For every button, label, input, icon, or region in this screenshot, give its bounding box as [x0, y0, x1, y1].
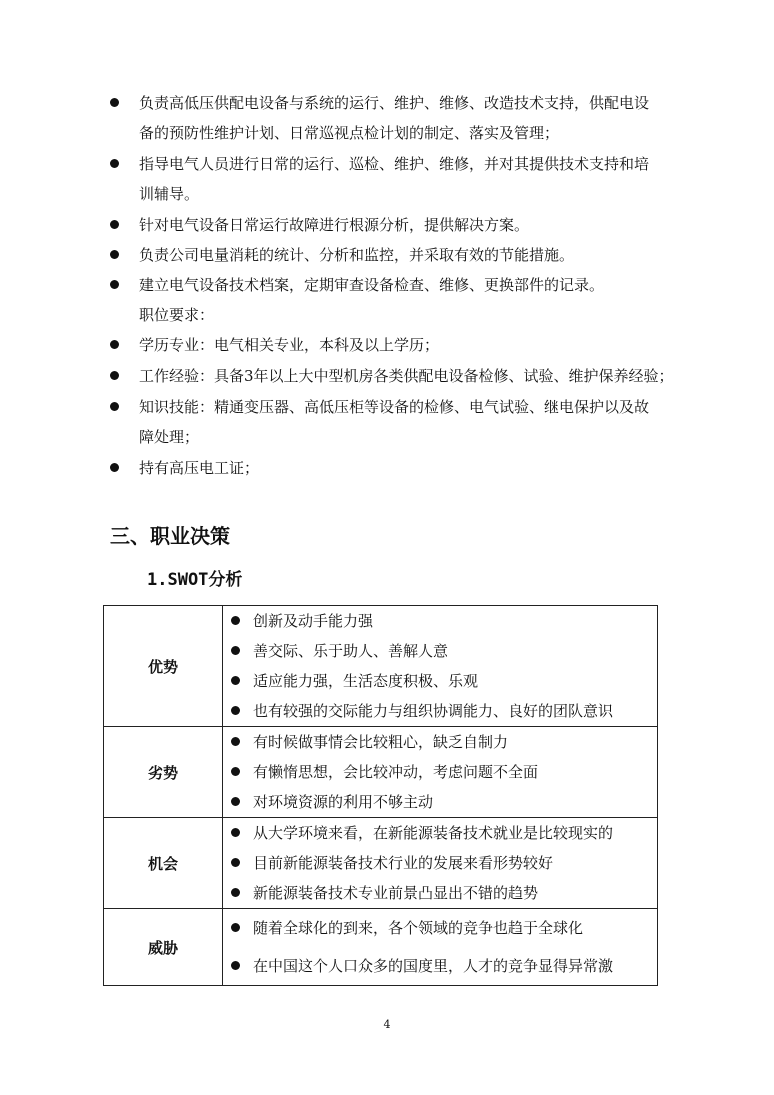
- swot-label: 劣势: [104, 727, 223, 818]
- list-item-line: 负责公司电量消耗的统计、分析和监控，并采取有效的节能措施。: [139, 246, 575, 264]
- table-row: [104, 818, 658, 909]
- requirements-label: 职位要求：: [139, 306, 215, 324]
- bullet-icon: [110, 280, 119, 289]
- swot-item-text: 有时候做事情会比较粗心，缺乏自制力: [253, 733, 509, 751]
- table-row: [104, 606, 658, 727]
- swot-label: 威胁: [104, 909, 223, 986]
- list-item-line: 学历专业：电气相关专业，本科及以上学历；: [139, 336, 440, 354]
- list-item: [110, 149, 710, 209]
- bullet-icon: [110, 371, 119, 380]
- bullet-icon: [231, 961, 240, 970]
- swot-items: [223, 909, 658, 986]
- list-item: [223, 909, 657, 947]
- list-item-line: 备的预防性维护计划、日常巡视点检计划的制定、落实及管理；: [139, 124, 560, 142]
- swot-item-text: 创新及动手能力强: [253, 612, 374, 630]
- bullet-icon: [231, 616, 240, 625]
- swot-items: [223, 818, 658, 909]
- list-item: [110, 392, 710, 452]
- list-item: [223, 606, 657, 636]
- list-item: [110, 330, 710, 360]
- section-heading: 三、职业决策: [110, 524, 230, 548]
- table-row: [104, 727, 658, 818]
- list-item-line: 持有高压电工证；: [139, 459, 260, 477]
- swot-item-text: 有懒惰思想，会比较冲动，考虑问题不全面: [253, 763, 539, 781]
- bullet-icon: [110, 159, 119, 168]
- swot-item-text: 随着全球化的到来，各个领域的竞争也趋于全球化: [253, 919, 584, 937]
- list-item-line: 障处理；: [139, 428, 200, 446]
- list-item: [223, 848, 657, 878]
- bullet-icon: [110, 250, 119, 259]
- list-item: [223, 818, 657, 848]
- bullet-icon: [110, 220, 119, 229]
- list-item: [110, 453, 710, 483]
- swot-label: 机会: [104, 818, 223, 909]
- list-item: [223, 636, 657, 666]
- bullet-icon: [231, 858, 240, 867]
- swot-label: 优势: [104, 606, 223, 727]
- list-item-line: 针对电气设备日常运行故障进行根源分析，提供解决方案。: [139, 216, 530, 234]
- list-item: [110, 240, 710, 270]
- bullet-icon: [110, 463, 119, 472]
- list-item: [223, 878, 657, 908]
- swot-item-text: 在中国这个人口众多的国度里，人才的竞争显得异常激: [253, 957, 614, 975]
- list-item: [223, 666, 657, 696]
- bullet-icon: [231, 767, 240, 776]
- swot-item-text: 适应能力强，生活态度积极、乐观: [253, 672, 479, 690]
- bullet-icon: [231, 737, 240, 746]
- table-row: [104, 909, 658, 986]
- list-item: [110, 210, 710, 240]
- bullet-icon: [231, 797, 240, 806]
- list-item: [110, 361, 710, 391]
- list-item-line: 训辅导。: [139, 185, 200, 203]
- swot-item-text: 目前新能源装备技术行业的发展来看形势较好: [253, 854, 554, 872]
- list-item-line: 知识技能：精通变压器、高低压柜等设备的检修、电气试验、继电保护以及故: [139, 398, 650, 416]
- swot-table: [103, 605, 658, 986]
- page-number: 4: [383, 1018, 391, 1031]
- swot-items: [223, 606, 658, 727]
- bullet-icon: [231, 828, 240, 837]
- swot-item-text: 善交际、乐于助人、善解人意: [253, 642, 449, 660]
- swot-item-text: 也有较强的交际能力与组织协调能力、良好的团队意识: [253, 702, 614, 720]
- list-item-line: 建立电气设备技术档案，定期审查设备检查、维修、更换部件的记录。: [139, 276, 605, 294]
- subsection-heading: 1.SWOT分析: [147, 570, 243, 590]
- list-item: [110, 88, 710, 148]
- swot-items: [223, 727, 658, 818]
- swot-item-text: 新能源装备技术专业前景凸显出不错的趋势: [253, 884, 539, 902]
- list-item-line: 工作经验：具备3年以上大中型机房各类供配电设备检修、试验、维护保养经验；: [139, 367, 674, 385]
- bullet-icon: [110, 98, 119, 107]
- bullet-icon: [231, 888, 240, 897]
- bullet-icon: [231, 646, 240, 655]
- list-item: [223, 787, 657, 817]
- bullet-icon: [110, 402, 119, 411]
- bullet-icon: [110, 340, 119, 349]
- list-item: [223, 696, 657, 726]
- list-item-line: 指导电气人员进行日常的运行、巡检、维护、维修，并对其提供技术支持和培: [139, 155, 650, 173]
- list-item: [223, 947, 657, 985]
- swot-item-text: 对环境资源的利用不够主动: [253, 793, 434, 811]
- list-item: [223, 727, 657, 757]
- bullet-icon: [231, 706, 240, 715]
- list-item-line: 负责高低压供配电设备与系统的运行、维护、维修、改造技术支持，供配电设: [139, 94, 650, 112]
- bullet-icon: [231, 923, 240, 932]
- swot-item-text: 从大学环境来看，在新能源装备技术就业是比较现实的: [253, 824, 614, 842]
- list-item: [110, 270, 710, 300]
- bullet-icon: [231, 676, 240, 685]
- list-item: [223, 757, 657, 787]
